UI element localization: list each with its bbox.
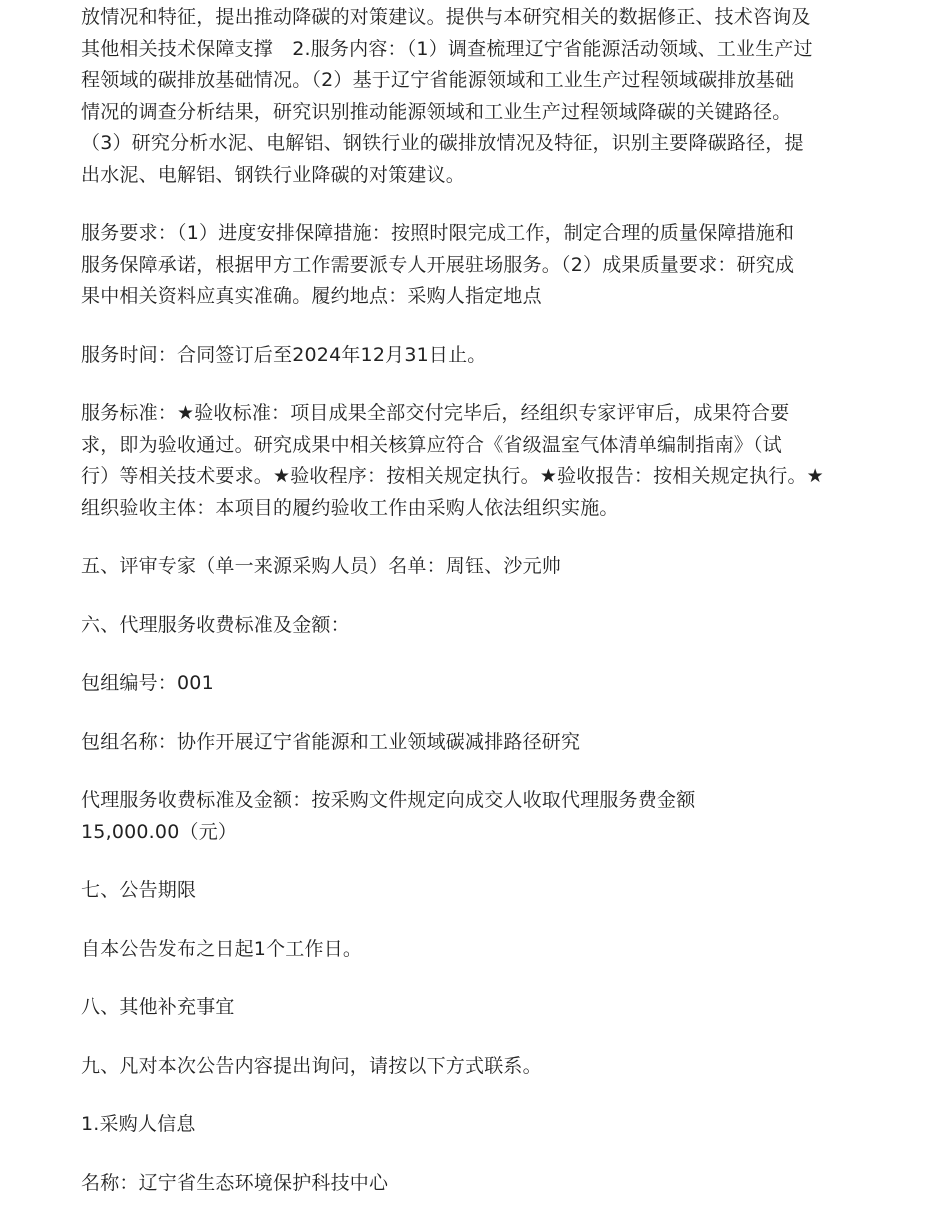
section-7-heading [81, 875, 871, 907]
text-line: 代理服务收费标准及金额：按采购文件规定向成交人收取代理服务费金额 [81, 789, 696, 811]
text-line: 行）等相关技术要求。★验收程序：按相关规定执行。★验收报告：按相关规定执行。★ [81, 465, 824, 487]
text-line: 五、评审专家（单一来源采购人员）名单：周钰、沙元帅 [81, 555, 562, 577]
announcement-period [81, 934, 871, 966]
text-line: 1.采购人信息 [81, 1113, 196, 1135]
section-8-heading [81, 992, 871, 1024]
text-line: 包组编号：001 [81, 672, 214, 694]
text-line: 自本公告发布之日起1个工作日。 [81, 937, 363, 960]
text-line: 名称：辽宁省生态环境保护科技中心 [81, 1171, 389, 1194]
text-line: 果中相关资料应真实准确。履约地点：采购人指定地点 [81, 285, 542, 307]
text-line: 服务要求：（1）进度安排保障措施：按照时限完成工作，制定合理的质量保障措施和 [81, 222, 795, 244]
section-6-heading [81, 610, 871, 642]
service-time-paragraph [81, 340, 871, 372]
services-content-paragraph [81, 2, 871, 191]
purchaser-name [81, 1168, 871, 1200]
text-line: 15,000.00（元） [81, 820, 238, 843]
announcement-document [81, 2, 871, 1226]
text-line: 服务标准：★验收标准：项目成果全部交付完毕后，经组织专家评审后，成果符合要 [81, 402, 790, 424]
package-number [81, 668, 871, 700]
text-line: 六、代理服务收费标准及金额： [81, 613, 350, 636]
agency-fee [81, 785, 871, 848]
text-line: 服务时间：合同签订后至2024年12月31日止。 [81, 343, 487, 366]
text-line: 放情况和特征，提出推动降碳的对策建议。提供与本研究相关的数据修正、技术咨询及 [81, 6, 811, 28]
text-line: 包组名称：协作开展辽宁省能源和工业领域碳减排路径研究 [81, 730, 581, 753]
section-5-experts [81, 551, 871, 583]
service-standard-paragraph [81, 398, 871, 524]
text-line: 出水泥、电解铝、钢铁行业降碳的对策建议。 [81, 163, 466, 186]
text-line: 程领域的碳排放基础情况。（2）基于辽宁省能源领域和工业生产过程领域碳排放基础 [81, 69, 795, 91]
text-line: 求，即为验收通过。研究成果中相关核算应符合《省级温室气体清单编制指南》（试 [81, 433, 782, 456]
section-9-heading [81, 1051, 871, 1083]
service-requirements-paragraph [81, 218, 871, 313]
purchaser-info-heading [81, 1109, 871, 1141]
text-line: 七、公告期限 [81, 879, 197, 901]
text-line: （3）研究分析水泥、电解铝、钢铁行业的碳排放情况及特征，识别主要降碳路径，提 [81, 132, 804, 154]
text-line: 九、凡对本次公告内容提出询问，请按以下方式联系。 [81, 1054, 542, 1077]
text-line: 服务保障承诺，根据甲方工作需要派专人开展驻场服务。（2）成果质量要求：研究成 [81, 253, 795, 276]
text-line: 情况的调查分析结果，研究识别推动能源领域和工业生产过程领域降碳的关键路径。 [81, 100, 792, 123]
text-line: 其他相关技术保障支撑 2.服务内容：（1）调查梳理辽宁省能源活动领域、工业生产过 [81, 37, 813, 60]
text-line: 组织验收主体：本项目的履约验收工作由采购人依法组织实施。 [81, 496, 619, 519]
package-name [81, 727, 871, 759]
text-line: 八、其他补充事宜 [81, 996, 235, 1018]
